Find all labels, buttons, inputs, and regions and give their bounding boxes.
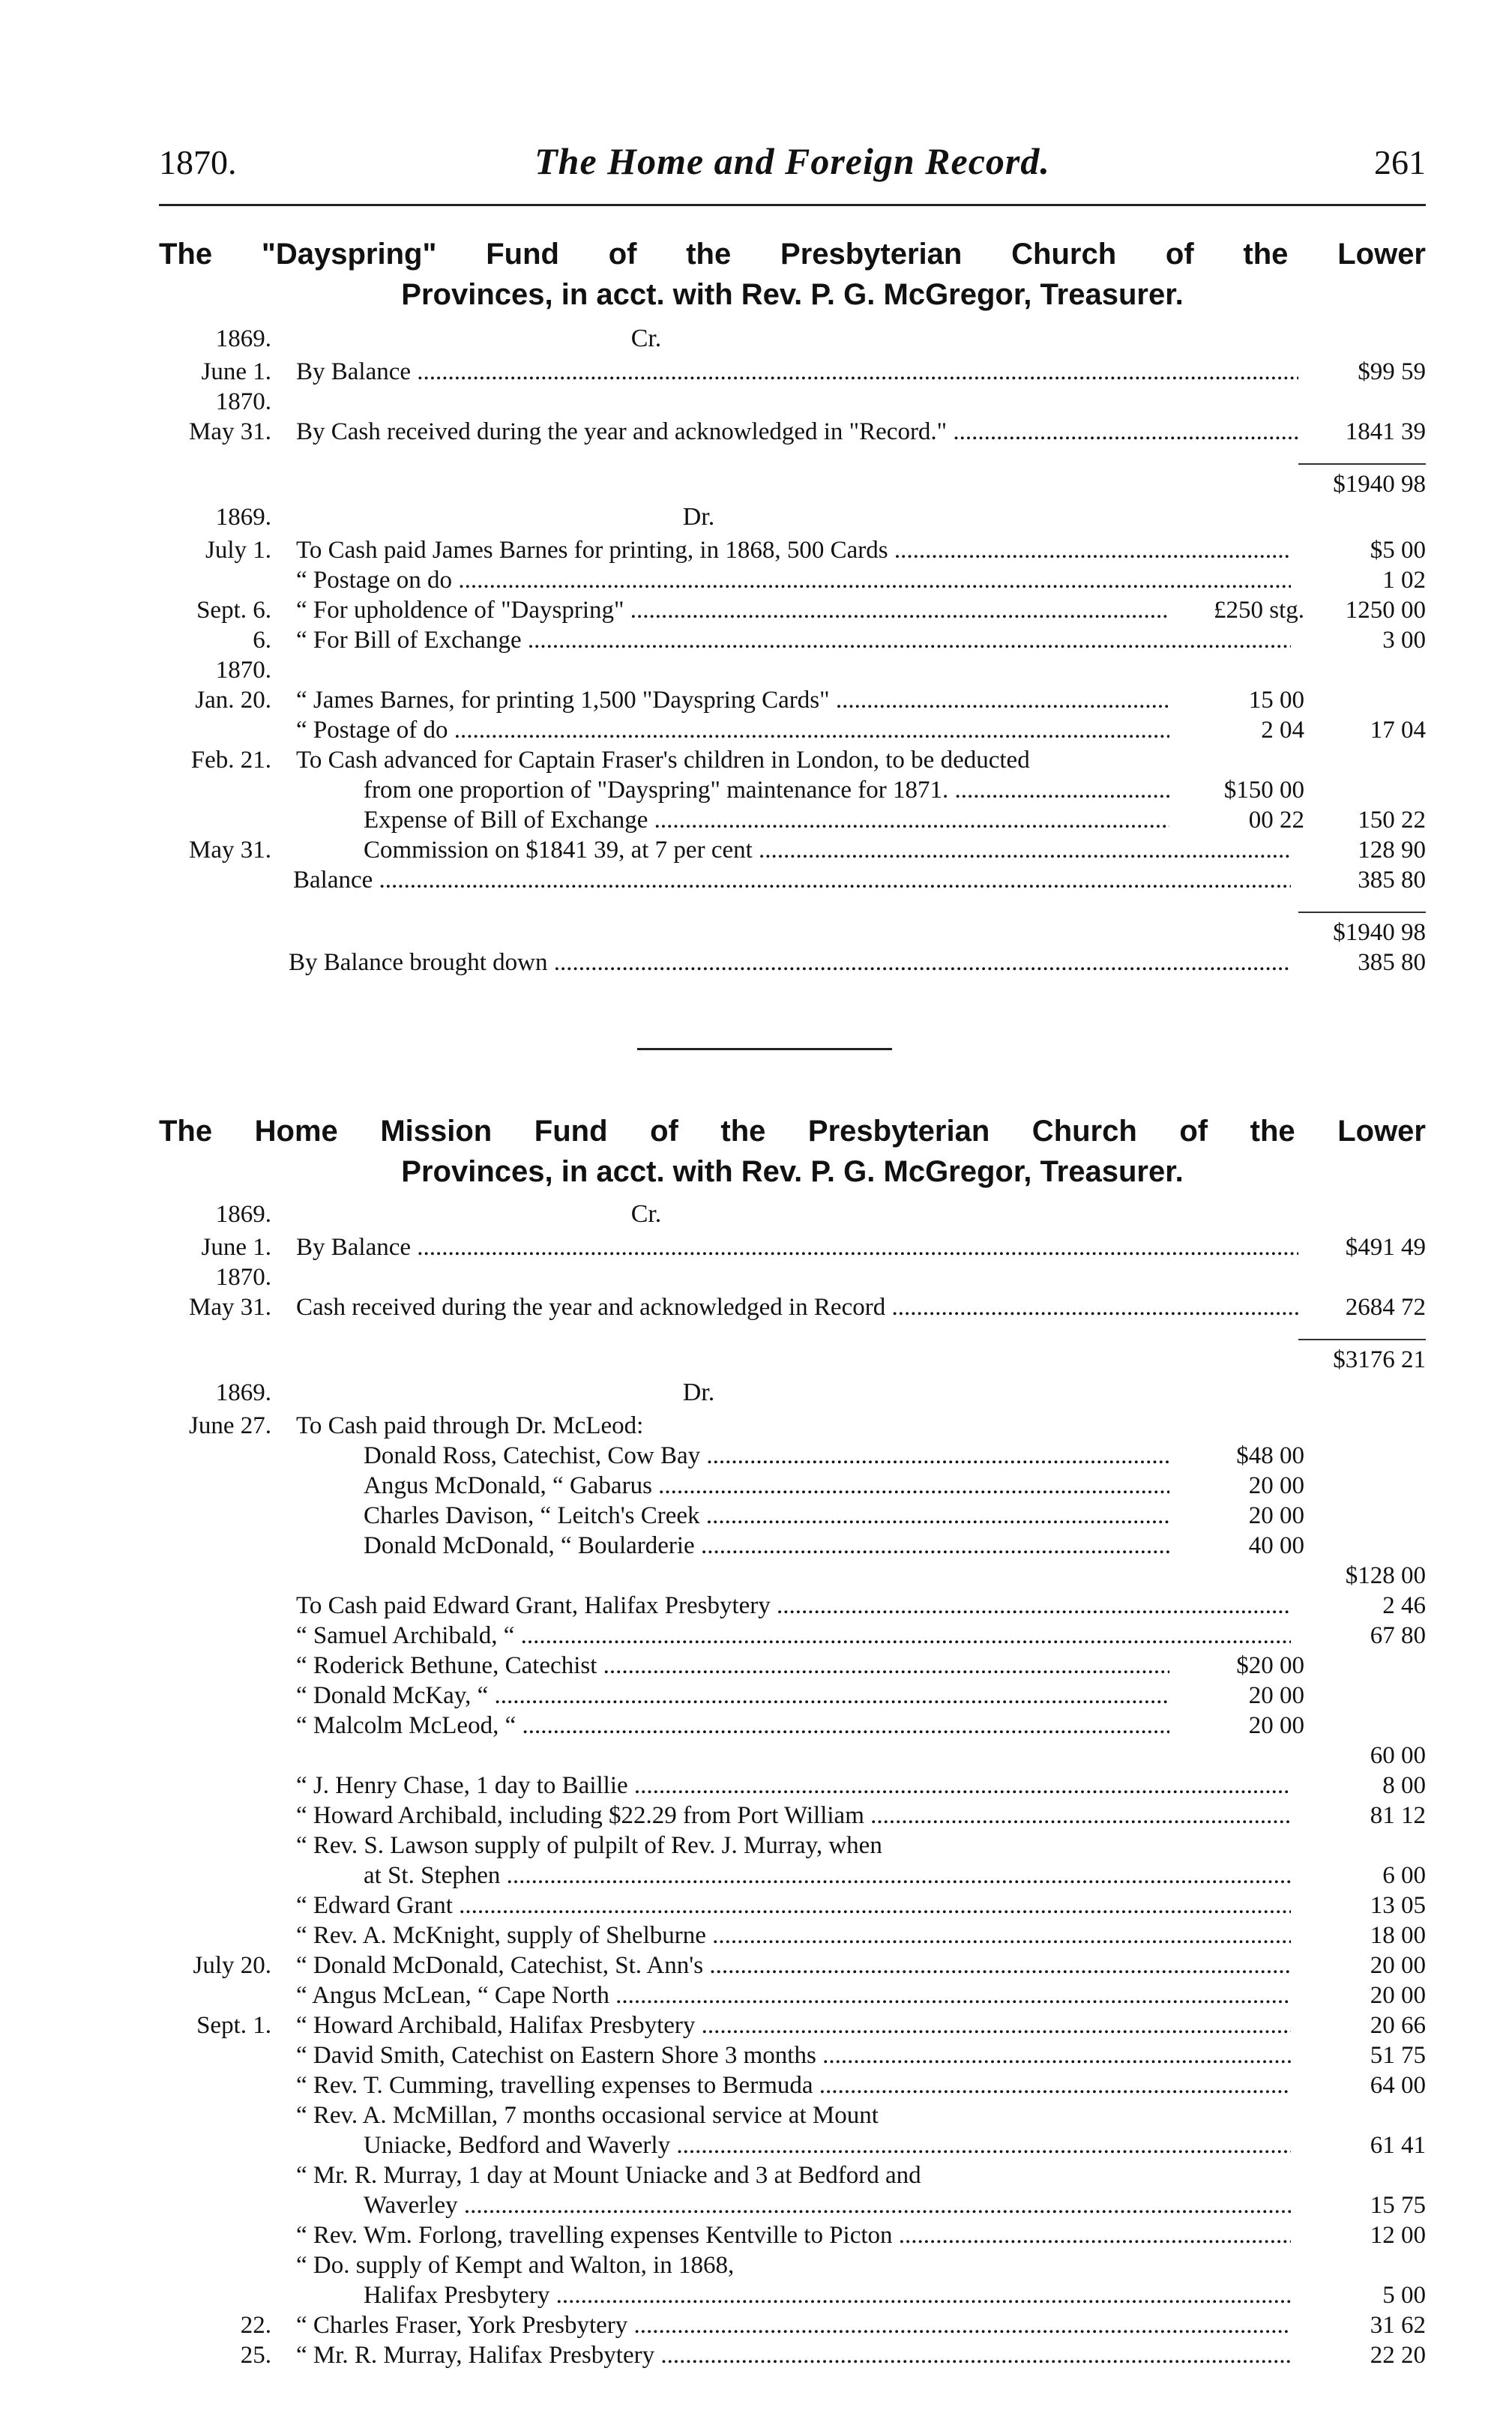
running-header (159, 142, 1426, 187)
entry-text (364, 1441, 1169, 1471)
entry-text-value: from one proportion of "Dayspring" maintenance for 1871. (364, 777, 949, 804)
entry-text (296, 1591, 1291, 1621)
dr-row (159, 1621, 1426, 1651)
entry-text (296, 1292, 1298, 1322)
cr-total-row (159, 469, 1426, 499)
dr-row (159, 1441, 1426, 1471)
dr-row (159, 1531, 1426, 1561)
cr-row (159, 1262, 1426, 1292)
entry-amount: 60 00 (1370, 1742, 1426, 1769)
dr-year: 1869. (215, 1379, 271, 1406)
cr-row (159, 357, 1426, 387)
homemission-heading-line2: Provinces, in acct. with Rev. P. G. McGregor, Treasurer. (401, 1155, 1184, 1188)
entry-amount: 64 00 (1370, 2072, 1426, 2099)
entry-text-value: Donald Ross, Catechist, Cow Bay (364, 1442, 701, 1469)
entry-subamount: 40 00 (1248, 1532, 1304, 1559)
entry-text (293, 865, 1291, 895)
entry-text (364, 1471, 1169, 1501)
entry-text-value: “ Edward Grant (296, 1892, 453, 1919)
section-separator (637, 1048, 892, 1050)
entry-text (364, 2280, 1291, 2310)
dr-row (159, 2100, 1426, 2130)
entry-amount: 51 75 (1370, 2042, 1426, 2069)
entry-text (296, 2100, 1411, 2130)
dr-row (159, 2130, 1426, 2160)
dr-row (159, 2220, 1426, 2250)
journal-title: The Home and Foreign Record. (534, 140, 1050, 182)
entry-subamount: £250 stg. (1213, 597, 1304, 624)
entry-text-value: Commission on $1841 39, at 7 per cent (364, 837, 753, 864)
dr-row (159, 2070, 1426, 2100)
dr-row (159, 1591, 1426, 1621)
total-rule (1298, 1339, 1426, 1340)
entry-text-value: Charles Davison, “ Leitch's Creek (364, 1502, 700, 1529)
entry-text (296, 2010, 1291, 2040)
entry-text-value: “ Rev. T. Cumming, travelling expenses to Bermuda (296, 2072, 813, 2099)
entry-text (296, 1651, 1169, 1681)
entry-amount: 2 46 (1382, 1592, 1426, 1619)
dr-row (159, 1741, 1426, 1771)
entry-text (296, 715, 1169, 745)
dr-label: Dr. (682, 1379, 715, 1406)
dr-total-row (159, 918, 1426, 948)
entry-text-value: Balance (293, 867, 373, 894)
entry-text (296, 2340, 1291, 2370)
dr-row (159, 1921, 1426, 1950)
entry-amount: 128 90 (1358, 837, 1426, 864)
entry-subamount: 00 22 (1248, 807, 1304, 834)
entry-amount: 12 00 (1370, 2222, 1426, 2249)
entry-text-value: Halifax Presbytery (364, 2282, 550, 2309)
entry-text-value: “ For upholdence of "Dayspring" (296, 597, 624, 624)
entry-text (296, 1980, 1291, 2010)
dr-header (159, 1378, 1426, 1408)
entry-subamount: 20 00 (1248, 1712, 1304, 1739)
entry-text-value: “ Howard Archibald, including $22.29 from Port William (296, 1802, 864, 1829)
dr-row (159, 865, 1426, 895)
entry-text (296, 1681, 1169, 1711)
entry-text-value: “ Do. supply of Kempt and Walton, in 1868, (296, 2252, 735, 2279)
entry-date: May 31. (189, 837, 271, 864)
entry-text (296, 1621, 1291, 1651)
entry-text-value: “ Postage on do (296, 567, 453, 594)
entry-amount: 20 00 (1370, 1952, 1426, 1979)
total-rule (1298, 463, 1426, 465)
entry-text-value: “ James Barnes, for printing 1,500 "Dayspring Cards" (296, 687, 830, 714)
entry-text (296, 2070, 1291, 2100)
dr-row (159, 775, 1426, 805)
entry-date: June 27. (189, 1412, 271, 1439)
entry-text (296, 685, 1169, 715)
dr-row (159, 835, 1426, 865)
entry-text-value: “ Donald McKay, “ (296, 1682, 489, 1709)
cr-label: Cr. (630, 1200, 662, 1228)
dr-row (159, 1711, 1426, 1741)
entry-text (296, 357, 1298, 387)
entry-text-value: “ J. Henry Chase, 1 day to Baillie (296, 1772, 628, 1799)
cr-total-row (159, 1345, 1426, 1375)
entry-date: June 1. (201, 358, 271, 385)
dr-label: Dr. (682, 503, 715, 531)
entry-text-value: “ Samuel Archibald, “ (296, 1622, 515, 1649)
entry-date: July 1. (205, 537, 271, 564)
entry-text (296, 1711, 1169, 1741)
entry-text-value: Uniacke, Bedford and Waverly (364, 2132, 671, 2159)
entry-date: Sept. 1. (196, 2012, 271, 2039)
entry-text-value: To Cash paid through Dr. McLeod: (296, 1412, 644, 1439)
entry-amount: 15 75 (1370, 2192, 1426, 2219)
cr-row (159, 417, 1426, 447)
page-number: 261 (1374, 143, 1426, 181)
entry-text (364, 1531, 1169, 1561)
entry-text-value: “ Postage of do (296, 717, 448, 744)
entry-amount: 2684 72 (1345, 1294, 1426, 1321)
entry-subamount: $48 00 (1236, 1442, 1304, 1469)
entry-text (296, 2040, 1291, 2070)
entry-text (296, 2220, 1291, 2250)
entry-subamount: $20 00 (1236, 1652, 1304, 1679)
dr-row (159, 1561, 1426, 1591)
dayspring-heading (159, 234, 1426, 315)
dr-row (159, 565, 1426, 595)
dr-row (159, 2280, 1426, 2310)
entry-amount: 13 05 (1370, 1892, 1426, 1919)
entry-date: Jan. 20. (195, 687, 271, 714)
entry-date: 1870. (215, 388, 271, 415)
entry-text-value: Waverley (364, 2192, 458, 2219)
entry-text-value: “ David Smith, Catechist on Eastern Shore 3 months (296, 2042, 816, 2069)
entry-subamount: 15 00 (1248, 687, 1304, 714)
entry-text-value: To Cash paid Edward Grant, Halifax Presbytery (296, 1592, 771, 1619)
dr-row (159, 2160, 1426, 2190)
entry-text-value: “ Howard Archibald, Halifax Presbytery (296, 2012, 696, 2039)
entry-text (296, 2250, 1411, 2280)
cr-header (159, 1199, 1426, 1229)
dr-row (159, 1651, 1426, 1681)
entry-text (364, 1861, 1291, 1891)
dr-row (159, 1771, 1426, 1801)
dayspring-heading-line1: The "Dayspring" Fund of the Presbyterian Church of the Lower (159, 238, 1426, 271)
entry-amount: 67 80 (1370, 1622, 1426, 1649)
entry-text (296, 1950, 1291, 1980)
entry-text-value: “ Rev. A. McKnight, supply of Shelburne (296, 1922, 706, 1949)
entry-amount: 8 00 (1382, 1772, 1426, 1799)
entry-date: 22. (240, 2312, 271, 2339)
entry-date: June 1. (201, 1234, 271, 1261)
dr-row (159, 685, 1426, 715)
dr-row (159, 1501, 1426, 1531)
entry-text (296, 745, 1411, 775)
entry-text (364, 805, 1169, 835)
dr-row (159, 1831, 1426, 1861)
entry-date: 1870. (215, 1264, 271, 1291)
entry-text-value: “ Mr. R. Murray, 1 day at Mount Uniacke and 3 at Bedford and (296, 2162, 921, 2189)
entry-amount: 20 66 (1370, 2012, 1426, 2039)
entry-amount: 385 80 (1358, 867, 1426, 894)
entry-amount: 81 12 (1370, 1802, 1426, 1829)
entry-text (296, 1831, 1411, 1861)
entry-amount: $491 49 (1345, 1234, 1426, 1261)
cr-total: $3176 21 (1333, 1346, 1426, 1373)
brought-down-row (159, 948, 1426, 977)
entry-text (296, 1921, 1291, 1950)
entry-text (364, 775, 1169, 805)
entry-amount: $128 00 (1345, 1562, 1426, 1589)
dr-row (159, 1471, 1426, 1501)
dr-row (159, 2340, 1426, 2370)
header-year: 1870. (159, 143, 237, 181)
entry-text-value: To Cash paid James Barnes for printing, in 1868, 500 Cards (296, 537, 888, 564)
entry-text-value: “ Mr. R. Murray, Halifax Presbytery (296, 2342, 655, 2369)
entry-text-value: By Balance brought down (289, 949, 548, 976)
entry-text (289, 948, 1291, 977)
entry-date: May 31. (189, 1294, 271, 1321)
entry-amount: 385 80 (1358, 949, 1426, 976)
entry-text-value: Angus McDonald, “ Gabarus (364, 1472, 652, 1499)
dr-total: $1940 98 (1333, 919, 1426, 946)
cr-row (159, 387, 1426, 417)
cr-year: 1869. (215, 325, 271, 352)
homemission-heading-line1: The Home Mission Fund of the Presbyterian Church of the Lower (159, 1115, 1426, 1148)
dr-row (159, 2310, 1426, 2340)
entry-amount: 1841 39 (1345, 418, 1426, 445)
dr-row (159, 715, 1426, 745)
entry-text-value: “ For Bill of Exchange (296, 627, 522, 654)
dr-row (159, 745, 1426, 775)
entry-text (364, 835, 1291, 865)
entry-text (296, 535, 1291, 565)
entry-amount: 150 22 (1358, 807, 1426, 834)
dr-row (159, 595, 1426, 625)
entry-text (296, 595, 1169, 625)
entry-text (364, 1501, 1169, 1531)
entry-text-value: Expense of Bill of Exchange (364, 807, 648, 834)
entry-text-value: Cash received during the year and acknowledged in Record (296, 1294, 886, 1321)
dr-row (159, 2040, 1426, 2070)
entry-text-value: at St. Stephen (364, 1862, 501, 1889)
dr-row (159, 1861, 1426, 1891)
entry-text (296, 1232, 1298, 1262)
dr-year: 1869. (215, 504, 271, 531)
entry-amount: 18 00 (1370, 1922, 1426, 1949)
dr-row (159, 655, 1426, 685)
entry-text (296, 1411, 1411, 1441)
entry-amount: 31 62 (1370, 2312, 1426, 2339)
entry-amount: $5 00 (1370, 537, 1426, 564)
dr-row (159, 2010, 1426, 2040)
entry-text-value: “ Rev. S. Lawson supply of pulpilt of Rev. J. Murray, when (296, 1832, 882, 1859)
homemission-heading (159, 1111, 1426, 1192)
dr-row (159, 1950, 1426, 1980)
entry-text-value: To Cash advanced for Captain Fraser's children in London, to be deducted (296, 747, 1030, 774)
entry-text-value: “ Rev. A. McMillan, 7 months occasional service at Mount (296, 2102, 879, 2129)
dr-header (159, 502, 1426, 532)
total-rule (1298, 912, 1426, 913)
dayspring-heading-line2: Provinces, in acct. with Rev. P. G. McGregor, Treasurer. (401, 278, 1184, 311)
entry-text-value: “ Roderick Bethune, Catechist (296, 1652, 597, 1679)
entry-text-value: “ Rev. Wm. Forlong, travelling expenses Kentville to Picton (296, 2222, 893, 2249)
entry-amount: 20 00 (1370, 1982, 1426, 2009)
entry-text-value: By Balance (296, 358, 412, 385)
cr-row (159, 1232, 1426, 1262)
entry-text (296, 1891, 1291, 1921)
header-rule (159, 204, 1426, 206)
dr-row (159, 1891, 1426, 1921)
entry-subamount: $150 00 (1223, 777, 1304, 804)
entry-subamount: 20 00 (1248, 1682, 1304, 1709)
dr-row (159, 2250, 1426, 2280)
dr-row (159, 625, 1426, 655)
entry-text (296, 2310, 1291, 2340)
entry-date: 6. (253, 627, 271, 654)
entry-date: July 20. (193, 1952, 271, 1979)
cr-header (159, 324, 1426, 354)
entry-amount: $99 59 (1358, 358, 1426, 385)
dr-row (159, 535, 1426, 565)
entry-date: 25. (240, 2342, 271, 2369)
entry-text (296, 625, 1291, 655)
dr-row (159, 2190, 1426, 2220)
entry-text (296, 1801, 1291, 1831)
entry-text (296, 565, 1291, 595)
entry-amount: 5 00 (1382, 2282, 1426, 2309)
entry-amount: 22 20 (1370, 2342, 1426, 2369)
entry-text (364, 2190, 1291, 2220)
entry-text (296, 417, 1298, 447)
entry-date: 1870. (215, 657, 271, 684)
entry-amount: 3 00 (1382, 627, 1426, 654)
cr-label: Cr. (630, 325, 662, 352)
entry-text-value: Donald McDonald, “ Boularderie (364, 1532, 695, 1559)
entry-amount: 1250 00 (1345, 597, 1426, 624)
dr-row (159, 1411, 1426, 1441)
entry-text-value: “ Angus McLean, “ Cape North (296, 1982, 609, 2009)
entry-text (364, 2130, 1291, 2160)
entry-text-value: “ Malcolm McLeod, “ (296, 1712, 516, 1739)
entry-text (296, 1771, 1291, 1801)
entry-text (296, 2160, 1411, 2190)
cr-year: 1869. (215, 1201, 271, 1228)
dr-row (159, 1681, 1426, 1711)
dr-row (159, 805, 1426, 835)
entry-text-value: “ Donald McDonald, Catechist, St. Ann's (296, 1952, 704, 1979)
dr-row (159, 1980, 1426, 2010)
entry-text-value: “ Charles Fraser, York Presbytery (296, 2312, 628, 2339)
entry-text-value: By Balance (296, 1234, 412, 1261)
cr-row (159, 1292, 1426, 1322)
dr-row (159, 1801, 1426, 1831)
entry-amount: 1 02 (1382, 567, 1426, 594)
entry-date: Feb. 21. (190, 747, 271, 774)
entry-subamount: 20 00 (1248, 1472, 1304, 1499)
entry-subamount: 2 04 (1261, 717, 1304, 744)
entry-date: Sept. 6. (196, 597, 271, 624)
entry-text-value: By Cash received during the year and acknowledged in "Record." (296, 418, 948, 445)
entry-date: May 31. (189, 418, 271, 445)
cr-total: $1940 98 (1333, 471, 1426, 498)
entry-amount: 6 00 (1382, 1862, 1426, 1889)
entry-amount: 17 04 (1370, 717, 1426, 744)
entry-subamount: 20 00 (1248, 1502, 1304, 1529)
entry-amount: 61 41 (1370, 2132, 1426, 2159)
